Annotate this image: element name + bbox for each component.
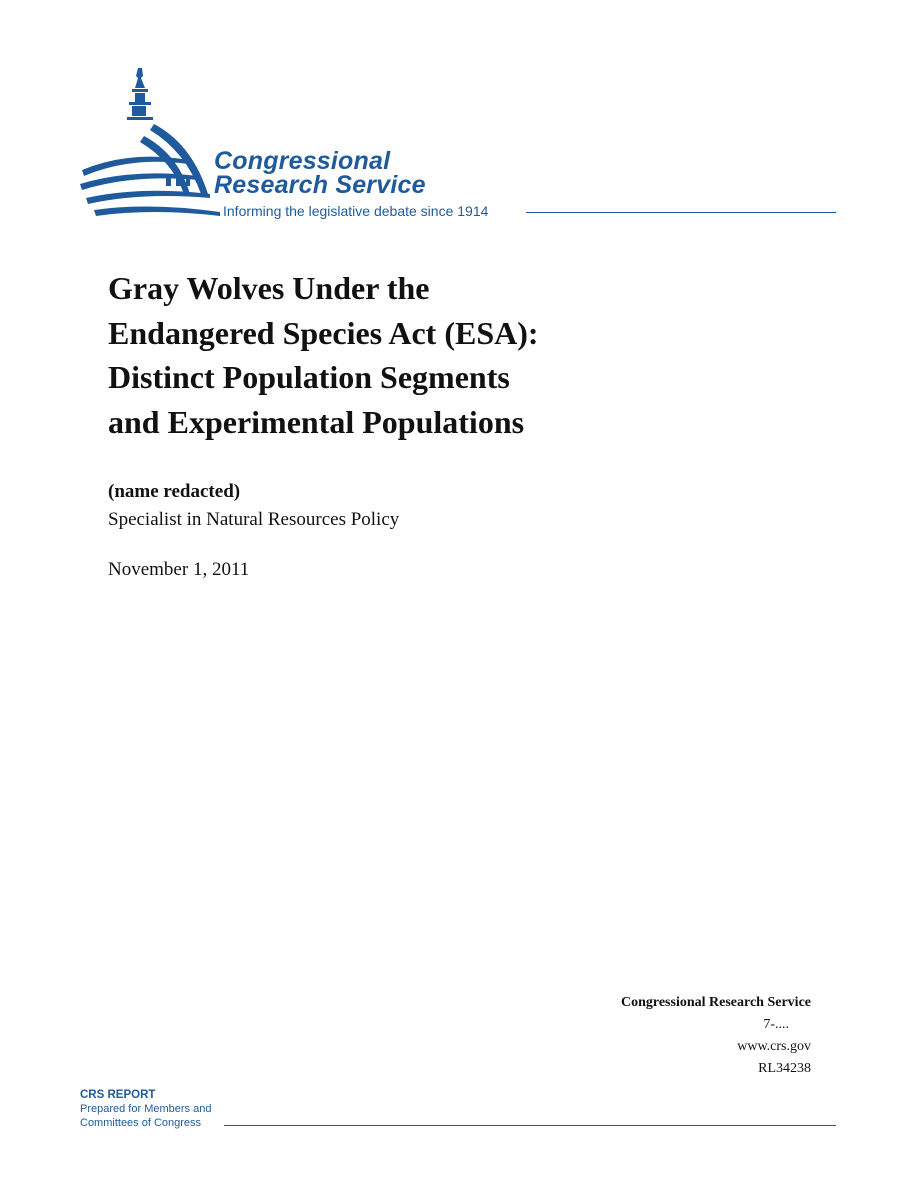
- publisher-org: Congressional Research Service: [620, 995, 811, 1010]
- publisher-website: www.crs.gov: [737, 1039, 811, 1054]
- org-name-line1: Congressional: [214, 147, 391, 175]
- author-name: (name redacted): [108, 481, 241, 502]
- crs-report-footer: [80, 1088, 836, 1133]
- footer-line-committees: Committees of Congress: [80, 1117, 202, 1129]
- org-tagline: Informing the legislative debate since 1914: [223, 203, 489, 219]
- title-line: and Experimental Populations: [108, 403, 525, 440]
- publisher-block: [621, 992, 811, 1080]
- author-title: Specialist in Natural Resources Policy: [108, 509, 400, 530]
- title-line: Distinct Population Segments: [108, 359, 510, 395]
- footer-label: CRS REPORT: [80, 1089, 156, 1101]
- footer-rule: [224, 1125, 836, 1126]
- report-date: November 1, 2011: [108, 559, 250, 580]
- org-name-line2: Research Service: [214, 171, 426, 199]
- title-line: Endangered Species Act (ESA):: [108, 314, 539, 351]
- report-number: RL34238: [758, 1061, 811, 1076]
- crs-logo: [80, 66, 840, 226]
- capitol-dome-icon: [80, 66, 220, 218]
- header-rule: [526, 212, 836, 213]
- title-line: Gray Wolves Under the: [108, 270, 430, 306]
- report-title: [108, 266, 748, 444]
- publisher-code: 7-....: [763, 1017, 789, 1032]
- footer-line-prepared: Prepared for Members and: [80, 1103, 212, 1115]
